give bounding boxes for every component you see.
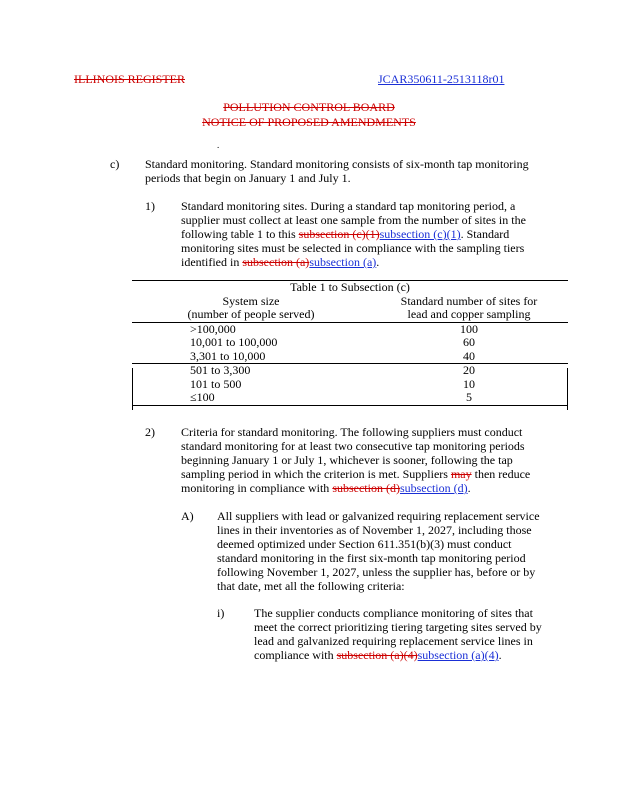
deleted-word: may <box>450 467 472 481</box>
item-a-line: that date, met all the following criteria: <box>217 579 405 593</box>
item-1-line1: Standard monitoring sites. During a standard tap monitoring period, a <box>181 199 516 213</box>
item-2-line4-tail: then reduce <box>471 467 531 481</box>
table-row <box>132 378 568 392</box>
stray-dot: . <box>217 140 220 150</box>
item-2-line5-text: monitoring in compliance with <box>181 481 333 495</box>
item-a-line: deemed optimized under Section 611.351(b)(3) must conduct <box>217 537 512 551</box>
item-1-label: 1) <box>145 199 155 213</box>
inserted-reference[interactable]: subsection (a)(4) <box>417 648 499 662</box>
table-row <box>132 322 568 336</box>
system-size: 101 to 500 <box>190 377 242 391</box>
item-2-line4-text: sampling period in which the criterion is met. Suppliers <box>181 467 451 481</box>
item-2-label: 2) <box>145 425 155 439</box>
board-title: POLLUTION CONTROL BOARD <box>223 100 395 114</box>
item-1-line5-tail: . <box>376 255 380 269</box>
subsection-c-line2: periods that begin on January 1 and July 1. <box>145 171 351 185</box>
item-i-line2-text: meet the correct prioritizing <box>254 620 392 634</box>
item-2-line1: Criteria for standard monitoring. The following suppliers must conduct <box>181 425 523 439</box>
item-1-line3-tail: . Standard <box>460 227 510 241</box>
site-count: 100 <box>460 322 478 336</box>
table-row <box>132 350 568 364</box>
item-1-line5 <box>181 255 379 270</box>
inserted-reference[interactable]: subsection (d) <box>399 481 468 495</box>
item-i-line3: lead and galvanized requiring replacement service lines in <box>254 634 533 648</box>
table-row <box>132 336 568 350</box>
table-border-left <box>132 368 133 410</box>
deleted-reference: subsection (d) <box>332 481 400 495</box>
item-a-line: All suppliers with lead or galvanized requiring replacement service <box>217 509 540 523</box>
system-size: ≤100 <box>132 391 370 405</box>
item-1-line2: supplier must collect at least one sample from the number of sites in the <box>181 213 526 227</box>
item-a-line: following November 1, 2027, unless the supplier has, before or by <box>217 565 536 579</box>
item-1-line3-text: following table 1 to this <box>181 227 299 241</box>
item-2-line2: standard monitoring for at least two consecutive tap monitoring periods <box>181 439 525 453</box>
item-i-line1: The supplier conducts compliance monitoring of sites that <box>254 606 533 620</box>
item-i-line4 <box>254 648 502 663</box>
item-i-line4-tail: . <box>498 648 502 662</box>
item-a-line: lines in their inventories as of November 1, 2027, including those <box>217 523 532 537</box>
deleted-reference: subsection (a) <box>242 255 310 269</box>
item-1-line5-text: identified in <box>181 255 243 269</box>
site-count: 40 <box>370 350 568 364</box>
system-size: >100,000 <box>190 322 236 336</box>
notice-title: NOTICE OF PROPOSED AMENDMENTS <box>202 115 416 129</box>
item-2-line5 <box>181 481 471 496</box>
item-i-line2-tail: tiering targeting sites served by <box>391 620 542 634</box>
system-size: 3,301 to 10,000 <box>132 350 370 364</box>
col1-header-line2: (number of people served) <box>132 308 370 322</box>
item-2-line3: beginning January 1 or July 1, whichever is sooner, following the tap <box>181 453 513 467</box>
site-count: 5 <box>370 391 568 405</box>
system-size: 501 to 3,300 <box>190 363 251 377</box>
sites-table <box>132 280 568 406</box>
jcar-code[interactable]: JCAR350611-2513118r01 <box>378 72 505 86</box>
item-a-label: A) <box>181 509 194 523</box>
inserted-reference[interactable]: subsection (a) <box>309 255 377 269</box>
item-i-line4-text: compliance with <box>254 648 337 662</box>
item-i-line2 <box>254 620 542 635</box>
item-1-line4: monitoring sites must be selected in compliance with the sampling tiers <box>181 241 525 255</box>
site-count: 20 <box>463 363 475 377</box>
subsection-c-label: c) <box>110 157 120 171</box>
system-size: 10,001 to 100,000 <box>190 336 278 349</box>
table-row <box>132 391 568 405</box>
item-1-line3 <box>181 227 509 242</box>
table-border-right <box>567 368 568 410</box>
col2-header-line2: lead and copper sampling <box>370 308 568 322</box>
col1-header-line1: System size <box>222 294 280 308</box>
deleted-reference: subsection (a)(4) <box>336 648 418 662</box>
table-row <box>132 364 568 378</box>
inserted-reference[interactable]: subsection (c)(1) <box>379 227 461 241</box>
site-count: 10 <box>463 377 475 391</box>
col2-header-line1: Standard number of sites for <box>400 294 538 308</box>
deleted-reference: subsection (c)(1) <box>298 227 380 241</box>
item-2-line4 <box>181 467 530 482</box>
subsection-c-line1: Standard monitoring. Standard monitoring consists of six-month tap monitoring <box>145 157 529 171</box>
site-count: 60 <box>463 336 475 349</box>
item-i-label: i) <box>217 606 225 620</box>
register-title: ILLINOIS REGISTER <box>74 72 185 86</box>
table-caption: Table 1 to Subsection (c) <box>132 281 568 295</box>
item-a-line: standard monitoring in the first six-month tap monitoring period <box>217 551 526 565</box>
item-2-line5-tail: . <box>467 481 471 495</box>
